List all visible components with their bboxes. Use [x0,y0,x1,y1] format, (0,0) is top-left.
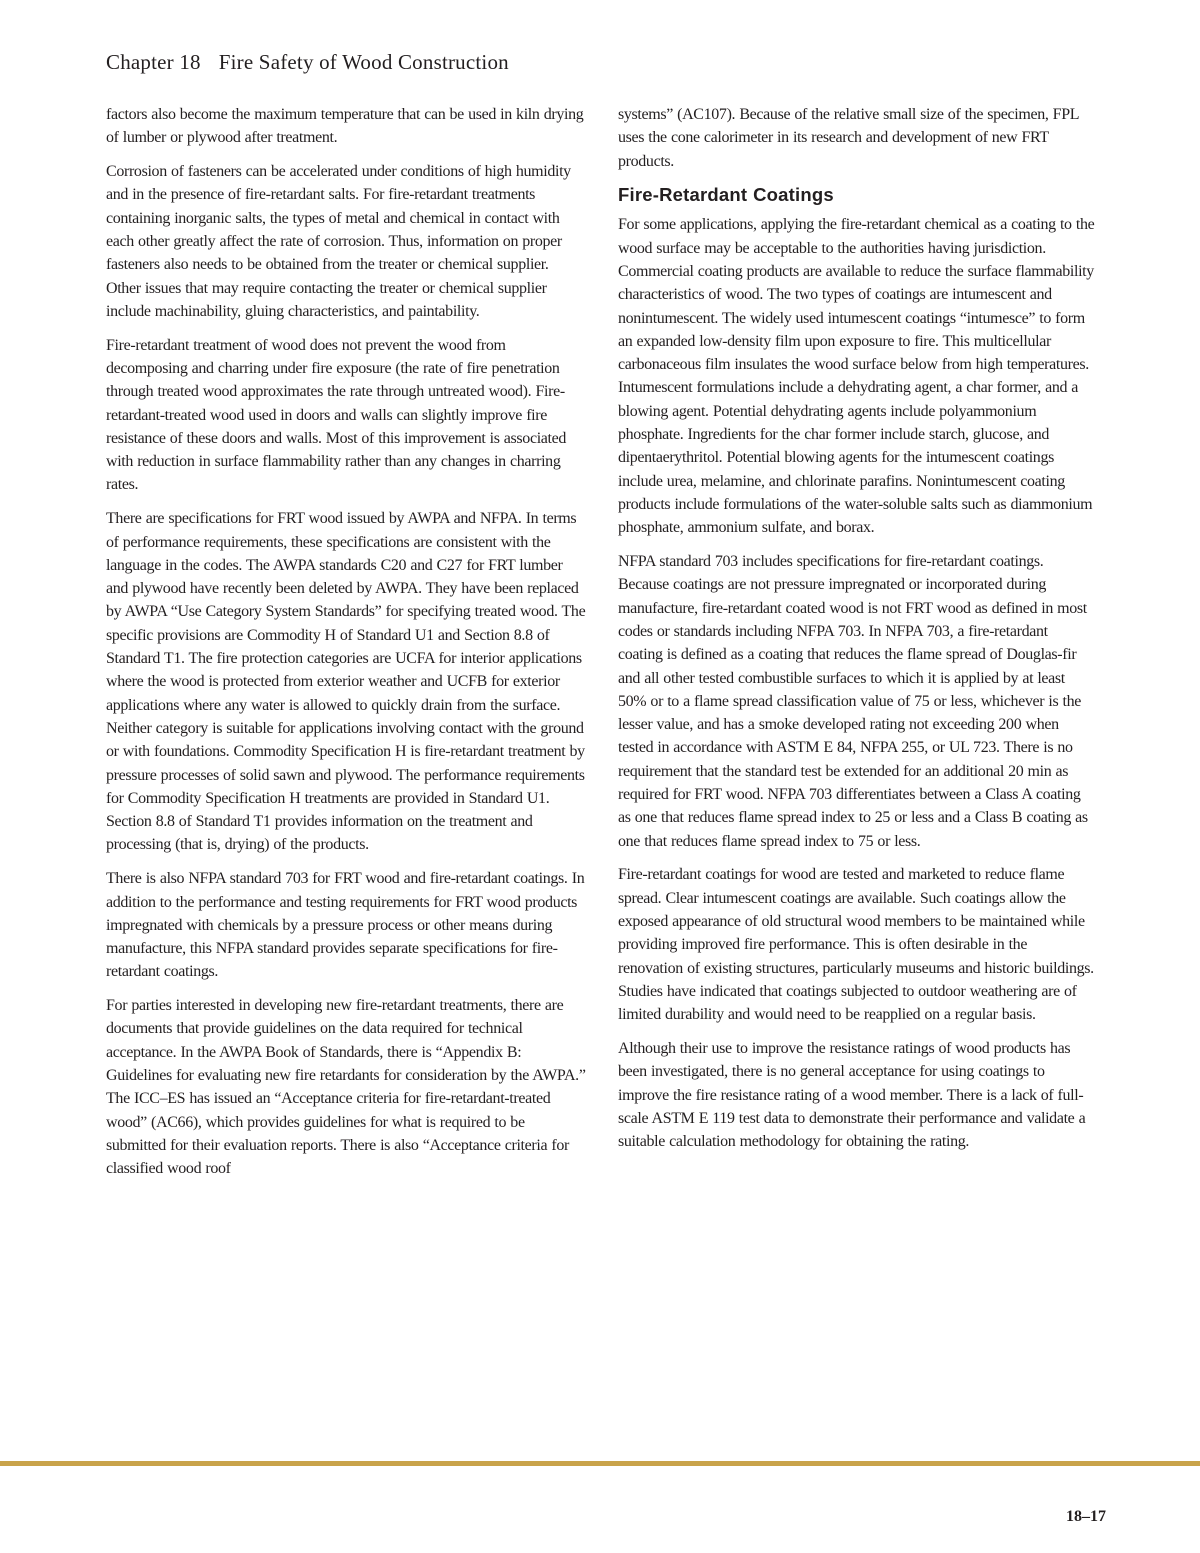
body-paragraph: NFPA standard 703 includes specifications for fire-retardant coatings. Because coatings are not pressure impregnated or incorporated during manufacture, fire-retardant coated wood is not FRT wood as defined in most codes or standards including NFPA 703. In NFPA 703, a fire-retardant coating is defined as a coating that reduces the flame spread of Douglas-fir and all other tested combustible surfaces to which it is applied by at least 50% or to a flame spread classification value of 75 or less, whichever is the lesser value, and has a smoke developed rating not exceeding 200 when tested in accordance with ASTM E 84, NFPA 255, or UL 723. There is no requirement that the standard test be extended for an additional 20 min as required for FRT wood. NFPA 703 differentiates between a Class A coating as one that reduces flame spread index to 25 or less and a Class B coating as one that reduces flame spread index to 75 or less. [618,553,1088,850]
right-column [618,103,1096,1164]
body-paragraph: factors also become the maximum temperature that can be used in kiln drying of lumber or plywood after treatment. [106,106,584,147]
running-header [106,50,509,75]
chapter-number: Chapter 18 [106,50,201,74]
chapter-title: Fire Safety of Wood Construction [218,50,509,74]
body-paragraph: Fire-retardant treatment of wood does not prevent the wood from decomposing and charring under fire exposure (the rate of fire penetration through treated wood approximates the rate through untreated wood). Fire-retardant-treated wood used in doors and walls can slightly improve fire resistance of these doors and walls. Most of this improvement is associated with reduction in surface flammability rather than any changes in charring rates. [106,336,567,494]
left-column [106,103,586,1191]
body-paragraph: Although their use to improve the resistance ratings of wood products has been investigated, there is no general acceptance for using coatings to improve the fire resistance rating of a wood member. There is a lack of full-scale ASTM E 119 test data to demonstrate their performance and validate a suitable calculation methodology for obtaining the rating. [618,1039,1086,1151]
page-number: 18–17 [1066,1508,1106,1525]
body-paragraph: For parties interested in developing new fire-retardant treatments, there are documents that provide guidelines on the data required for technical acceptance. In the AWPA Book of Standards, there is “Appendix B: Guidelines for evaluating new fire retardants for consideration by the AWPA.” The ICC–ES has issued an “Acceptance criteria for fire-retardant-treated wood” (AC66), which provides guidelines for what is required to be submitted for their evaluation reports. There is also “Acceptance criteria for classified wood roof [106,997,586,1178]
body-paragraph: Fire-retardant coatings for wood are tested and marketed to reduce flame spread. Clear intumescent coatings are available. Such coatings allow the exposed appearance of old structural wood members to be maintained while providing improved fire performance. This is often desirable in the renovation of existing structures, particularly museums and historic buildings. Studies have indicated that coatings subjected to outdoor weathering are of limited durability and would need to be reapplied on a regular basis. [618,866,1094,1024]
body-paragraph: Corrosion of fasteners can be accelerated under conditions of high humidity and in the presence of fire-retardant salts. For fire-retardant treatments containing inorganic salts, the types of metal and chemical in contact with each other greatly affect the rate of corrosion. Thus, information on proper fasteners also needs to be obtained from the treater or chemical supplier. Other issues that may require contacting the treater or chemical supplier include machinability, gluing characteristics, and paintability. [106,163,571,320]
body-paragraph: systems” (AC107). Because of the relative small size of the specimen, FPL uses the cone calorimeter in its research and development of new FRT products. [618,106,1079,170]
body-paragraph: There are specifications for FRT wood issued by AWPA and NFPA. In terms of performance requirements, these specifications are consistent with the language in the codes. The AWPA standards C20 and C27 for FRT lumber and plywood have recently been deleted by AWPA. They have been replaced by AWPA “Use Category System Standards” for specifying treated wood. The specific provisions are Commodity H of Standard U1 and Section 8.8 of Standard T1. The fire protection categories are UCFA for interior applications where the wood is protected from exterior weather and UCFB for exterior applications where any water is allowed to quickly drain from the surface. Neither category is suitable for applications involving contact with the ground or with foundations. Commodity Specification H is fire-retardant treatment by pressure processes of solid sawn and plywood. The performance requirements for Commodity Specification H treatments are provided in Standard U1. Section 8.8 of Standard T1 provides information on the treatment and processing (that is, drying) of the products. [106,510,586,854]
body-paragraph: There is also NFPA standard 703 for FRT wood and fire-retardant coatings. In addition to the performance and testing requirements for FRT wood products impregnated with chemicals by a pressure process or other means during manufacture, this NFPA standard provides separate specifications for fire-retardant coatings. [106,870,585,981]
body-paragraph: For some applications, applying the fire-retardant chemical as a coating to the wood surface may be acceptable to the authorities having jurisdiction. Commercial coating products are available to reduce the surface flammability characteristics of wood. The two types of coatings are intumescent and nonintumescent. The widely used intumescent coatings “intumesce” to form an expanded low-density film upon exposure to fire. This multicellular carbonaceous film insulates the wood surface below from high temperatures. Intumescent formulations include a dehydrating agent, a char former, and a blowing agent. Potential dehydrating agents include polyammonium phosphate. Ingredients for the char former include starch, glucose, and dipentaerythritol. Potential blowing agents for the intumescent coatings include urea, melamine, and chlorinate parafins. Nonintumescent coating products include formulations of the water-soluble salts such as diammonium phosphate, ammonium sulfate, and borax. [618,216,1095,537]
footer-rule [0,1461,1200,1466]
section-heading: Fire-Retardant Coatings [618,184,834,206]
